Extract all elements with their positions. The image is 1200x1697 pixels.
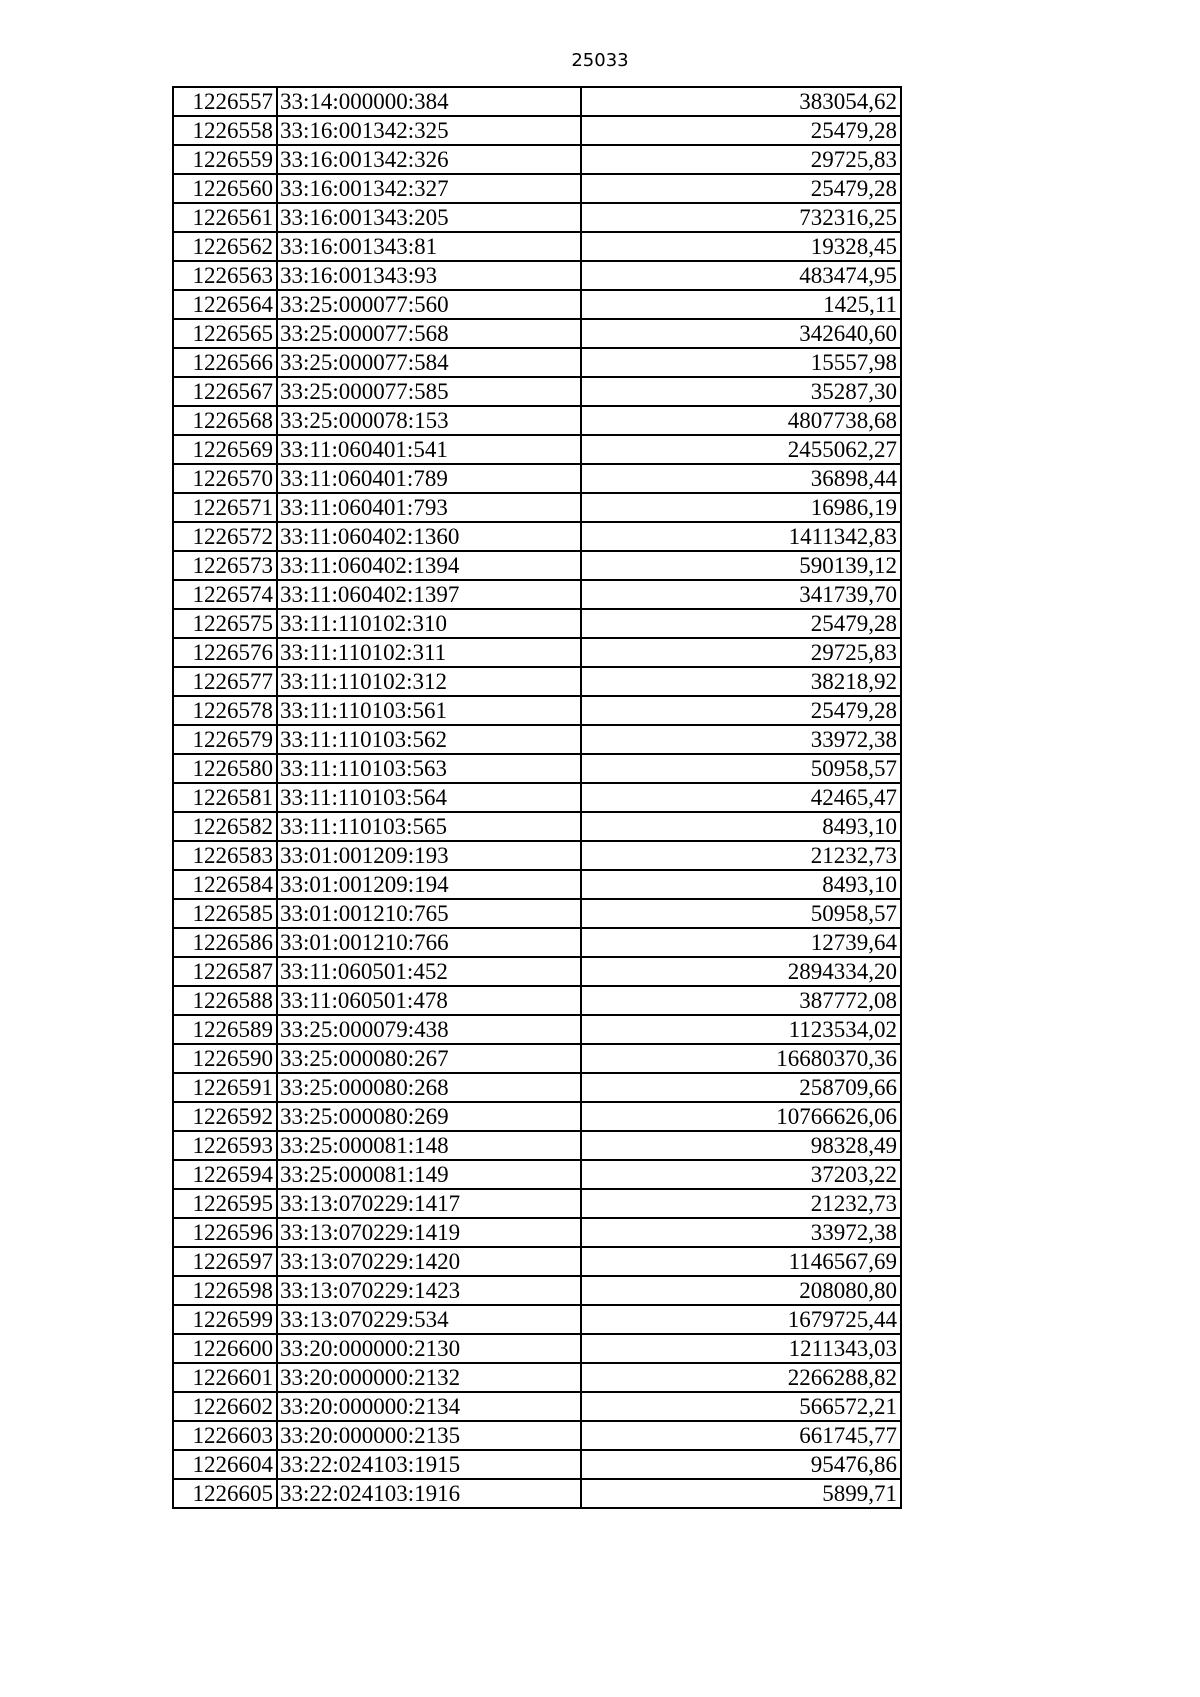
value-cell: 25479,28 [581, 696, 901, 725]
table-row [173, 116, 901, 145]
table-row [173, 348, 901, 377]
cadastral-number-cell: 33:01:001209:194 [277, 870, 581, 899]
table-row [173, 406, 901, 435]
table-row [173, 1044, 901, 1073]
cadastral-number-cell: 33:13:070229:1423 [277, 1276, 581, 1305]
record-id-cell: 1226580 [173, 754, 277, 783]
record-id-cell: 1226594 [173, 1160, 277, 1189]
table-row [173, 464, 901, 493]
cadastral-number-cell: 33:11:060401:541 [277, 435, 581, 464]
table-row [173, 1276, 901, 1305]
table-row [173, 957, 901, 986]
record-id-cell: 1226583 [173, 841, 277, 870]
value-cell: 387772,08 [581, 986, 901, 1015]
value-cell: 95476,86 [581, 1450, 901, 1479]
cadastral-number-cell: 33:11:060501:478 [277, 986, 581, 1015]
cadastral-number-cell: 33:25:000077:560 [277, 290, 581, 319]
record-id-cell: 1226575 [173, 609, 277, 638]
cadastral-number-cell: 33:01:001210:766 [277, 928, 581, 957]
table-row [173, 1102, 901, 1131]
record-id-cell: 1226593 [173, 1131, 277, 1160]
value-cell: 50958,57 [581, 754, 901, 783]
cadastral-number-cell: 33:11:060401:789 [277, 464, 581, 493]
value-cell: 16680370,36 [581, 1044, 901, 1073]
table-body [173, 87, 901, 1508]
table-row [173, 1392, 901, 1421]
cadastral-number-cell: 33:11:060402:1360 [277, 522, 581, 551]
value-cell: 21232,73 [581, 841, 901, 870]
table-row [173, 435, 901, 464]
table-row [173, 580, 901, 609]
cadastral-number-cell: 33:11:110103:565 [277, 812, 581, 841]
record-id-cell: 1226597 [173, 1247, 277, 1276]
value-cell: 37203,22 [581, 1160, 901, 1189]
record-id-cell: 1226590 [173, 1044, 277, 1073]
cadastral-number-cell: 33:25:000081:148 [277, 1131, 581, 1160]
value-cell: 19328,45 [581, 232, 901, 261]
value-cell: 15557,98 [581, 348, 901, 377]
value-cell: 1123534,02 [581, 1015, 901, 1044]
cadastral-number-cell: 33:16:001342:326 [277, 145, 581, 174]
record-id-cell: 1226603 [173, 1421, 277, 1450]
value-cell: 98328,49 [581, 1131, 901, 1160]
record-id-cell: 1226563 [173, 261, 277, 290]
value-cell: 383054,62 [581, 87, 901, 116]
record-id-cell: 1226558 [173, 116, 277, 145]
table-row [173, 1131, 901, 1160]
cadastral-number-cell: 33:25:000081:149 [277, 1160, 581, 1189]
cadastral-number-cell: 33:14:000000:384 [277, 87, 581, 116]
record-id-cell: 1226588 [173, 986, 277, 1015]
cadastral-number-cell: 33:11:110102:310 [277, 609, 581, 638]
table-row [173, 1015, 901, 1044]
table-row [173, 522, 901, 551]
record-id-cell: 1226589 [173, 1015, 277, 1044]
record-id-cell: 1226598 [173, 1276, 277, 1305]
table-row [173, 87, 901, 116]
cadastral-number-cell: 33:25:000080:268 [277, 1073, 581, 1102]
record-id-cell: 1226587 [173, 957, 277, 986]
table-row [173, 783, 901, 812]
value-cell: 2894334,20 [581, 957, 901, 986]
cadastral-number-cell: 33:20:000000:2135 [277, 1421, 581, 1450]
record-id-cell: 1226602 [173, 1392, 277, 1421]
record-id-cell: 1226595 [173, 1189, 277, 1218]
value-cell: 21232,73 [581, 1189, 901, 1218]
value-cell: 36898,44 [581, 464, 901, 493]
record-id-cell: 1226584 [173, 870, 277, 899]
table-row [173, 174, 901, 203]
record-id-cell: 1226585 [173, 899, 277, 928]
table-row [173, 145, 901, 174]
record-id-cell: 1226557 [173, 87, 277, 116]
cadastral-number-cell: 33:11:110102:312 [277, 667, 581, 696]
record-id-cell: 1226601 [173, 1363, 277, 1392]
value-cell: 732316,25 [581, 203, 901, 232]
cadastral-number-cell: 33:11:110103:561 [277, 696, 581, 725]
cadastral-number-cell: 33:11:110102:311 [277, 638, 581, 667]
record-id-cell: 1226570 [173, 464, 277, 493]
record-id-cell: 1226596 [173, 1218, 277, 1247]
cadastral-number-cell: 33:16:001342:325 [277, 116, 581, 145]
record-id-cell: 1226567 [173, 377, 277, 406]
table-row [173, 290, 901, 319]
table-row [173, 609, 901, 638]
table-row [173, 696, 901, 725]
cadastral-number-cell: 33:25:000080:267 [277, 1044, 581, 1073]
cadastral-number-cell: 33:22:024103:1916 [277, 1479, 581, 1508]
table-row [173, 812, 901, 841]
value-cell: 1425,11 [581, 290, 901, 319]
value-cell: 33972,38 [581, 1218, 901, 1247]
table-row [173, 1450, 901, 1479]
table-row [173, 1247, 901, 1276]
value-cell: 25479,28 [581, 116, 901, 145]
value-cell: 1211343,03 [581, 1334, 901, 1363]
table-row [173, 841, 901, 870]
cadastral-number-cell: 33:25:000077:584 [277, 348, 581, 377]
cadastral-number-cell: 33:11:110103:562 [277, 725, 581, 754]
record-id-cell: 1226571 [173, 493, 277, 522]
record-id-cell: 1226576 [173, 638, 277, 667]
value-cell: 590139,12 [581, 551, 901, 580]
record-id-cell: 1226572 [173, 522, 277, 551]
cadastral-number-cell: 33:16:001342:327 [277, 174, 581, 203]
table-row [173, 1218, 901, 1247]
value-cell: 38218,92 [581, 667, 901, 696]
value-cell: 258709,66 [581, 1073, 901, 1102]
table-row [173, 1421, 901, 1450]
record-id-cell: 1226581 [173, 783, 277, 812]
record-id-cell: 1226578 [173, 696, 277, 725]
value-cell: 341739,70 [581, 580, 901, 609]
value-cell: 29725,83 [581, 145, 901, 174]
table-row [173, 261, 901, 290]
table-row [173, 1334, 901, 1363]
value-cell: 483474,95 [581, 261, 901, 290]
table-row [173, 377, 901, 406]
value-cell: 208080,80 [581, 1276, 901, 1305]
page-number: 25033 [571, 50, 629, 71]
table-row [173, 1160, 901, 1189]
table-row [173, 319, 901, 348]
cadastral-number-cell: 33:16:001343:81 [277, 232, 581, 261]
value-cell: 25479,28 [581, 174, 901, 203]
value-cell: 1146567,69 [581, 1247, 901, 1276]
cadastral-number-cell: 33:25:000077:568 [277, 319, 581, 348]
record-id-cell: 1226565 [173, 319, 277, 348]
table-row [173, 928, 901, 957]
table-row [173, 1363, 901, 1392]
value-cell: 1679725,44 [581, 1305, 901, 1334]
record-id-cell: 1226599 [173, 1305, 277, 1334]
record-id-cell: 1226569 [173, 435, 277, 464]
table-row [173, 232, 901, 261]
value-cell: 342640,60 [581, 319, 901, 348]
record-id-cell: 1226561 [173, 203, 277, 232]
record-id-cell: 1226586 [173, 928, 277, 957]
record-id-cell: 1226564 [173, 290, 277, 319]
value-cell: 33972,38 [581, 725, 901, 754]
value-cell: 1411342,83 [581, 522, 901, 551]
cadastral-number-cell: 33:01:001210:765 [277, 899, 581, 928]
record-id-cell: 1226577 [173, 667, 277, 696]
value-cell: 25479,28 [581, 609, 901, 638]
cadastral-number-cell: 33:11:110103:563 [277, 754, 581, 783]
value-cell: 8493,10 [581, 812, 901, 841]
record-id-cell: 1226559 [173, 145, 277, 174]
value-cell: 2455062,27 [581, 435, 901, 464]
cadastral-number-cell: 33:13:070229:1420 [277, 1247, 581, 1276]
value-cell: 8493,10 [581, 870, 901, 899]
record-id-cell: 1226560 [173, 174, 277, 203]
cadastral-number-cell: 33:25:000080:269 [277, 1102, 581, 1131]
cadastral-number-cell: 33:16:001343:205 [277, 203, 581, 232]
cadastral-number-cell: 33:11:110103:564 [277, 783, 581, 812]
value-cell: 661745,77 [581, 1421, 901, 1450]
cadastral-number-cell: 33:25:000079:438 [277, 1015, 581, 1044]
table-row [173, 1479, 901, 1508]
table-row [173, 493, 901, 522]
value-cell: 10766626,06 [581, 1102, 901, 1131]
value-cell: 16986,19 [581, 493, 901, 522]
record-id-cell: 1226562 [173, 232, 277, 261]
table-row [173, 638, 901, 667]
cadastral-number-cell: 33:11:060401:793 [277, 493, 581, 522]
cadastral-number-cell: 33:01:001209:193 [277, 841, 581, 870]
cadastral-number-cell: 33:25:000077:585 [277, 377, 581, 406]
table-row [173, 870, 901, 899]
value-cell: 566572,21 [581, 1392, 901, 1421]
record-id-cell: 1226591 [173, 1073, 277, 1102]
cadastral-number-cell: 33:13:070229:1417 [277, 1189, 581, 1218]
value-cell: 5899,71 [581, 1479, 901, 1508]
table-row [173, 986, 901, 1015]
cadastral-number-cell: 33:20:000000:2130 [277, 1334, 581, 1363]
value-cell: 4807738,68 [581, 406, 901, 435]
record-id-cell: 1226573 [173, 551, 277, 580]
table-row [173, 1305, 901, 1334]
record-id-cell: 1226566 [173, 348, 277, 377]
value-cell: 29725,83 [581, 638, 901, 667]
cadastral-number-cell: 33:16:001343:93 [277, 261, 581, 290]
table-row [173, 551, 901, 580]
value-cell: 50958,57 [581, 899, 901, 928]
record-id-cell: 1226604 [173, 1450, 277, 1479]
table-row [173, 203, 901, 232]
record-id-cell: 1226574 [173, 580, 277, 609]
cadastral-number-cell: 33:20:000000:2134 [277, 1392, 581, 1421]
record-id-cell: 1226605 [173, 1479, 277, 1508]
table-row [173, 667, 901, 696]
record-id-cell: 1226592 [173, 1102, 277, 1131]
cadastral-number-cell: 33:13:070229:534 [277, 1305, 581, 1334]
cadastral-number-cell: 33:11:060402:1397 [277, 580, 581, 609]
data-table [172, 86, 902, 1509]
value-cell: 2266288,82 [581, 1363, 901, 1392]
table-row [173, 1073, 901, 1102]
cadastral-number-cell: 33:11:060402:1394 [277, 551, 581, 580]
table-row [173, 1189, 901, 1218]
record-id-cell: 1226568 [173, 406, 277, 435]
cadastral-number-cell: 33:22:024103:1915 [277, 1450, 581, 1479]
value-cell: 35287,30 [581, 377, 901, 406]
value-cell: 42465,47 [581, 783, 901, 812]
cadastral-number-cell: 33:11:060501:452 [277, 957, 581, 986]
cadastral-number-cell: 33:13:070229:1419 [277, 1218, 581, 1247]
table-row [173, 899, 901, 928]
record-id-cell: 1226579 [173, 725, 277, 754]
value-cell: 12739,64 [581, 928, 901, 957]
table-row [173, 754, 901, 783]
table-row [173, 725, 901, 754]
cadastral-number-cell: 33:20:000000:2132 [277, 1363, 581, 1392]
record-id-cell: 1226600 [173, 1334, 277, 1363]
record-id-cell: 1226582 [173, 812, 277, 841]
cadastral-number-cell: 33:25:000078:153 [277, 406, 581, 435]
